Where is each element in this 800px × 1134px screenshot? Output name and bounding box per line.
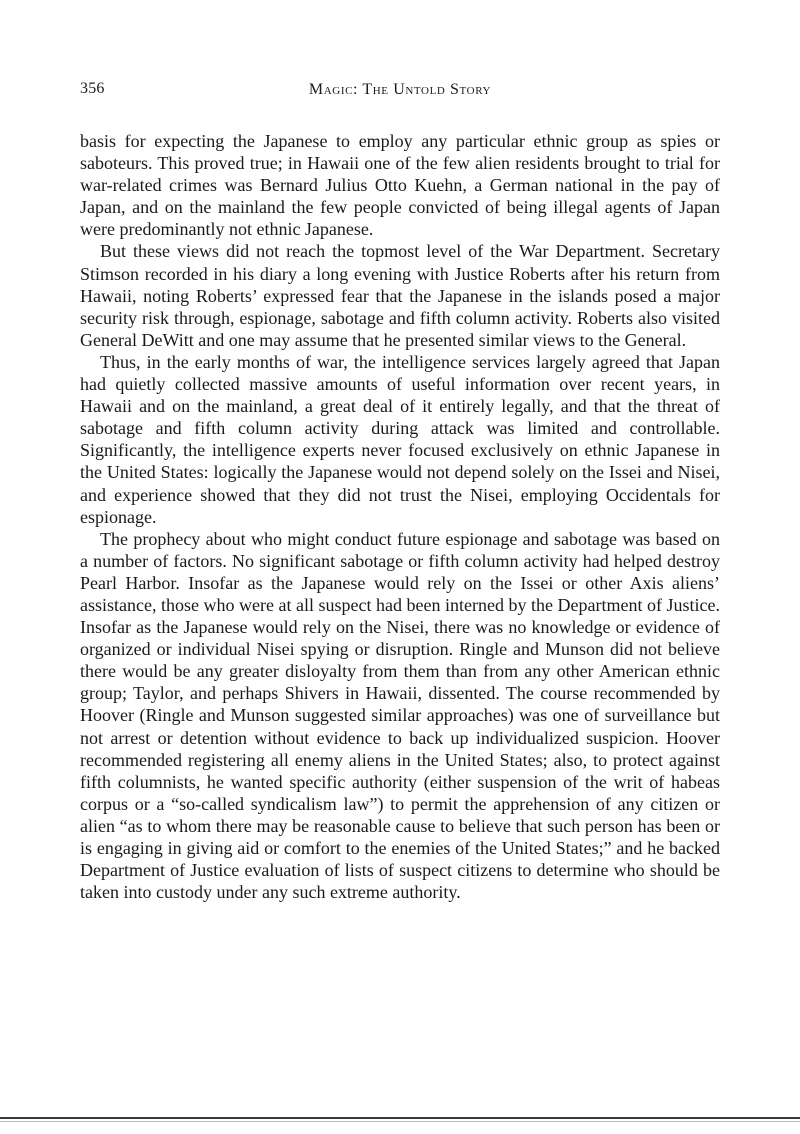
page-header <box>80 80 720 102</box>
page-bottom-shadow <box>0 1121 800 1122</box>
paragraph-2: But these views did not reach the topmost level of the War Department. Secretary Stimson recorded in his diary a long evening with Justice Roberts after his return from Hawaii, noting Roberts’ expressed fear that the Japanese in the islands posed a major security risk through, espionage, sabotage and fifth column activity. Roberts also visited General DeWitt and one may assume that he presented similar views to the General. <box>80 241 720 350</box>
running-head: Magic: The Untold Story <box>308 81 492 98</box>
body-text <box>80 130 720 903</box>
paragraph-1: basis for expecting the Japanese to employ any particular ethnic group as spies or saboteurs. This proved true; in Hawaii one of the few alien residents brought to trial for war-related crimes was Bernard Julius Otto Kuehn, a German national in the pay of Japan, and on the mainland the few people convicted of being illegal agents of Japan were predominantly not ethnic Japanese. <box>80 131 720 240</box>
page-number: 356 <box>80 80 105 97</box>
paragraph-4: The prophecy about who might conduct future espionage and sabotage was based on a number of factors. No significant sabotage or fifth column activity had helped destroy Pearl Harbor. Insofar as the Japanese would rely on the Issei or other Axis aliens’ assistance, those who were at all suspect had been interned by the Department of Justice. Insofar as the Japanese would rely on the Nisei, there was no knowledge or evidence of organized or individual Nisei spying or disruption. Ringle and Munson did not believe there would be any greater disloyalty from them than from any other American ethnic group; Taylor, and perhaps Shivers in Hawaii, dissented. The course recommended by Hoover (Ringle and Munson suggested similar approaches) was one of surveillance but not arrest or detention without evidence to back up individualized suspicion. Hoover recommended registering all enemy aliens in the United States; also, to protect against fifth columnists, he wanted specific authority (either suspension of the writ of habeas corpus or a “so-called syndicalism law”) to permit the apprehension of any citizen or alien “as to whom there may be reasonable cause to believe that such person has been or is engaging in giving aid or comfort to the enemies of the United States;” and he backed Department of Justice evaluation of lists of suspect citizens to determine who should be taken into custody under any such extreme authority. <box>80 528 720 903</box>
page-bottom-rule <box>0 1117 800 1119</box>
paragraph-3: Thus, in the early months of war, the intelligence services largely agreed that Japan had quietly collected massive amounts of useful information over recent years, in Hawaii and on the mainland, a great deal of it entirely legally, and that the threat of sabotage and fifth column activity during attack was limited and controllable. Significantly, the intelligence experts never focused exclusively on ethnic Japanese in the United States: logically the Japanese would not depend solely on the Issei and Nisei, and experience showed that they did not trust the Nisei, employing Occidentals for espionage. <box>80 351 720 527</box>
